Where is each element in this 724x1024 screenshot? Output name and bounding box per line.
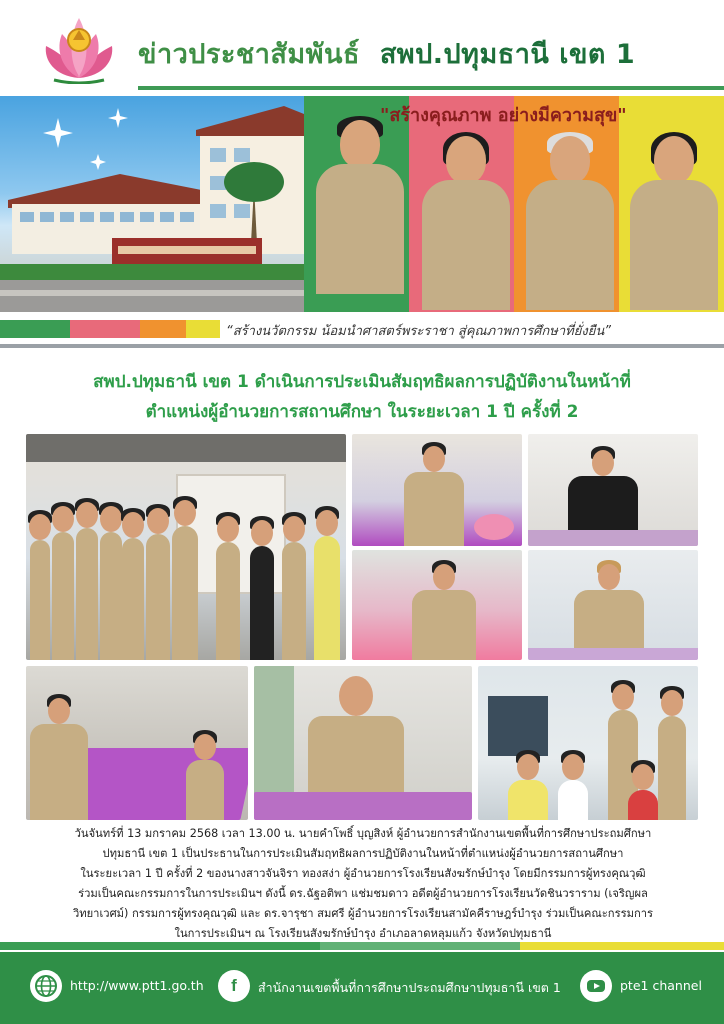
caption-line: ในระยะเวลา 1 ปี ครั้งที่ 2 ของนางสาวจันจิรา ทองสง่า ผู้อำนวยการโรงเรียนสังฆรักษ์บำรุง โดยมีกรรมการผู้ทรงคุณวุฒิ [80,867,646,880]
footer-color-bar [0,942,724,950]
title-org: สพป.ปทุมธานี เขต 1 [379,39,636,70]
director-writing-photo [352,550,522,660]
assessment-table-photo [26,666,248,820]
website-link[interactable]: http://www.ptt1.go.th [70,978,204,993]
footer [0,952,724,1024]
caption-line: ปทุมธานี เขต 1 เป็นประธานในการประเมินสัมฤทธิผลการปฏิบัติงานในหน้าที่ตำแหน่งผู้อำนวยการสถานศึกษา [102,847,624,860]
section-divider [0,344,724,348]
color-bar [0,320,220,338]
headline-line-2: ตำแหน่งผู้อำนวยการสถานศึกษา ในระยะเวลา 1 ปี ครั้งที่ 2 [145,402,579,422]
caption-line: วิทยาเวศม์) กรรมการผู้ทรงคุณวุฒิ และ ดร.จารุชา สมศรี ผู้อำนวยการโรงเรียนสามัคคีราษฎร์บำรุง ร่วมเป็นคณะกรรมการ [72,907,654,920]
caption-line: ร่วมเป็นคณะกรรมการในการประเมินฯ ดังนี้ ดร.ฉัฐอติพา แช่มชมดาว อดีตผู้อำนวยการโรงเรียนวัดชินวราราม (เจริญผล [78,887,648,900]
executive-portrait [312,120,406,312]
slogan: “สร้างนวัตกรรม น้อมนำศาสตร์พระราชา สู่คุณภาพการศึกษาที่ยั่งยืน” [226,324,611,339]
hero-quote: "สร้างคุณภาพ อย่างมีความสุข" [380,105,627,126]
executive-portrait [418,136,512,312]
obec-lotus-logo [40,12,118,84]
page-title [138,32,635,75]
executive-portrait [626,136,720,312]
facebook-icon: f [218,970,250,1002]
executive-portrait [522,136,616,312]
hero-banner [0,96,724,312]
caption-line: ในการประเมินฯ ณ โรงเรียนสังฆรักษ์บำรุง อำเภอลาดหลุมแก้ว จังหวัดปทุมธานี [174,927,552,940]
sparkle-icons [43,108,128,170]
facebook-page-link[interactable]: สำนักงานเขตพื้นที่การศึกษาประถมศึกษาปทุมธานี เขต 1 [258,980,561,995]
meeting-photo [352,434,522,546]
caption-line: วันจันทร์ที่ 13 มกราคม 2568 เวลา 13.00 น. นายคำโพธิ์ บุญสิงห์ ผู้อำนวยการสำนักงานเขตพื้นที่การศึกษาประถมศึกษา [74,827,652,840]
title-main: ข่าวประชาสัมพันธ์ [138,39,360,70]
news-caption [18,824,708,944]
office-building-photo [0,96,304,312]
globe-icon [30,970,62,1002]
headline-line-1: สพป.ปทุมธานี เขต 1 ดำเนินการประเมินสัมฤทธิผลการปฏิบัติงานในหน้าที่ [93,372,631,392]
header [0,0,724,92]
committee-closeup-photo [254,666,472,820]
header-rule [138,86,724,90]
building-illustration [0,96,304,312]
youtube-channel-link[interactable]: pte1 channel [620,978,702,993]
youtube-icon [580,970,612,1002]
committee-member-photo [528,550,698,660]
committee-member-photo [528,434,698,546]
group-photo [26,434,346,660]
classroom-visit-photo [478,666,698,820]
